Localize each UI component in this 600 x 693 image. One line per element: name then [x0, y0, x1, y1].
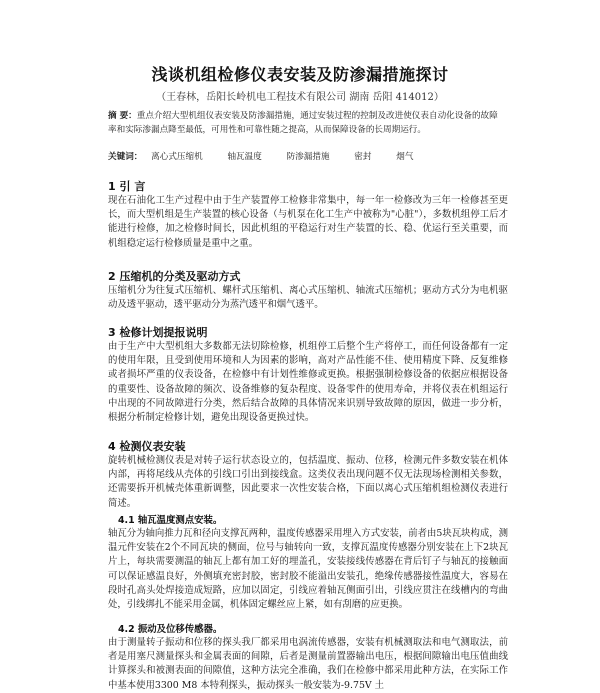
subsection-paragraph: 由于测量转子振动和位移的探头我厂都采用电涡流传感器，安装有机械测取法和电气测取法，前者是用塞尺测量探头和金属表面的间隙，后者是测量前置器输出电压，根据间隙输出电压值曲线计算探头和被测表面的间隙值，这种方法完全准确，我们在检修中都采用此种方法，在实际工作中基本使用3300 M8 本特利探头，振动探头一般安装为-9.75V 土: [108, 637, 508, 691]
keyword-item: 防渗漏措施: [286, 152, 330, 162]
section-paragraph: 现在石油化工生产过程中由于生产装置停工检修非常集中，每一年一检修改为三年一检修甚至更长，而大型机组是生产装置的核心设备（与机泵在化工生产中被称为"心脏"），多数机组停工后才能进行检修，加之检修时间长，因此机组的平稳运行对生产装置的长、稳、优运行至关重要，而机组稳定运行检修质量是重中之重。: [108, 195, 508, 249]
abstract: [108, 110, 506, 137]
abstract-text: 重点介绍大型机组仪表安装及防渗漏措施，通过安装过程的控制及改进使仪表自动化设备的故障率和实际渗漏点降至最低，可用性和可靠性随之提高，从而保障设备的长周期运行。: [108, 111, 498, 135]
keyword-item: 密封: [354, 152, 372, 162]
subsection-heading: 4.1 轴瓦温度测点安装。: [118, 515, 223, 526]
keyword-item: 烟气: [396, 152, 414, 162]
section-heading: 3 检修计划提报说明: [108, 326, 208, 339]
section-paragraph: 压缩机分为往复式压缩机、螺杆式压缩机、离心式压缩机、轴流式压缩机；驱动方式分为电机驱动及透平驱动，透平驱动分为蒸汽透平和烟气透平。: [108, 285, 508, 311]
section-heading: 1 引 言: [108, 180, 146, 193]
keyword-item: 轴瓦温度: [227, 152, 262, 162]
keywords-label: 关键词：: [108, 152, 143, 162]
subsection-paragraph: 轴瓦分为轴向推力瓦和径向支撑瓦两种，温度传感器采用埋入方式安装，前者由5块瓦块构成，测温元件安装在2个不同瓦块的侧面，位号与轴转向一致，支撑瓦温度传感器分别安装在上下2块瓦片上，每块需要测温的轴瓦上都有加工好的埋盖孔，安装接线传感器在背后钉子与轴瓦的接触面可以保证感温良好，外侧填充密封胶，密封胶不能溢出安装孔，绝缘传感器接性温度大，容易在段时孔高头处焊接造成短路，应加以固定，引线应着轴瓦侧面引出，引线应贯注在线槽内的弯曲处，引线绑扎不能采用金属，机体固定螺丝应上紧，如有刮磨的应更换。: [108, 528, 508, 611]
section-heading: 4 检测仪表安装: [108, 440, 186, 453]
subsection-heading: 4.2 振动及位移传感器。: [118, 624, 223, 635]
section-paragraph: 旋转机械检测仪表是对转子运行状态设立的，包括温度、振动、位移，检测元件多数安装在机体内部，再将尾线从壳体的引线口引出到接线盒。这类仪表出现问题不仅无法现场检测相关参数，还需要拆开机械壳体重新调整，因此要求一次性安装合格，下面以离心式压缩机组检测仪表进行简述。: [108, 455, 508, 509]
author-affiliation: （王春林，岳阳长岭机电工程技术有限公司 湖南 岳阳 414012）: [156, 92, 444, 103]
paper-title: 浅谈机组检修仪表安装及防渗漏措施探讨: [151, 65, 449, 84]
section-paragraph: 由于生产中大型机组大多数都无法切除检修，机组停工后整个生产将停工，而任何设备都有一定的使用年限，且受到使用环境和人为因素的影响，高对产品性能不佳、使用精度下降、反复维修或者损坏严重的仪表设备，在检修中有计划性维修或更换。根据强制检修设备的依据应根据设备的重要性、设备故障的频次、设备维修的复杂程度、设备零件的使用寿命，并将仪表在机组运行中出现的不同故障进行分类，然后结合故障的具体情况来识别导致故障的原因，做进一步分析，根据分析制定检修计划，避免出现设备更换过快。: [108, 341, 508, 424]
keyword-item: 离心式压缩机: [151, 152, 203, 162]
section-heading: 2 压缩机的分类及驱动方式: [108, 270, 241, 283]
keywords: [108, 151, 528, 164]
abstract-label: 摘 要：: [108, 111, 137, 121]
